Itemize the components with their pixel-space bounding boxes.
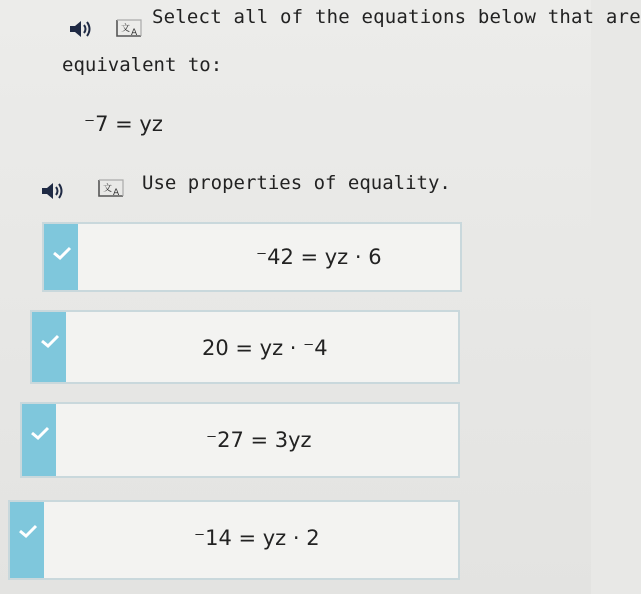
answer-option-label: ⁻27 = 3yz xyxy=(206,428,312,452)
checkmark-icon xyxy=(30,426,50,440)
answer-option-label: ⁻14 = yz · 2 xyxy=(194,526,320,550)
svg-text:文: 文 xyxy=(121,24,131,34)
answer-option-label: ⁻42 = yz · 6 xyxy=(256,245,382,269)
svg-text:文: 文 xyxy=(103,184,113,194)
answer-option[interactable] xyxy=(8,500,460,580)
svg-text:A: A xyxy=(113,188,120,198)
question-text-continued: equivalent to: xyxy=(62,54,223,76)
target-equation: ⁻7 = yz xyxy=(84,112,163,136)
checkmark-icon xyxy=(18,524,38,538)
translate-icon[interactable] xyxy=(114,16,144,40)
svg-text:A: A xyxy=(131,28,138,38)
hint-text: Use properties of equality. xyxy=(142,172,451,194)
translate-icon[interactable] xyxy=(96,176,126,200)
answer-option[interactable] xyxy=(42,222,462,292)
checkmark-icon xyxy=(40,334,60,348)
answer-option-label: 20 = yz · ⁻4 xyxy=(202,336,328,360)
speaker-icon[interactable] xyxy=(40,180,68,202)
checkbox[interactable] xyxy=(32,312,66,382)
checkbox[interactable] xyxy=(22,404,56,476)
checkbox[interactable] xyxy=(44,224,78,290)
checkmark-icon xyxy=(52,246,72,260)
speaker-icon[interactable] xyxy=(68,18,96,40)
answer-option[interactable] xyxy=(20,402,460,478)
answer-option[interactable] xyxy=(30,310,460,384)
question-text: Select all of the equations below that are xyxy=(152,6,641,28)
checkbox[interactable] xyxy=(10,502,44,578)
